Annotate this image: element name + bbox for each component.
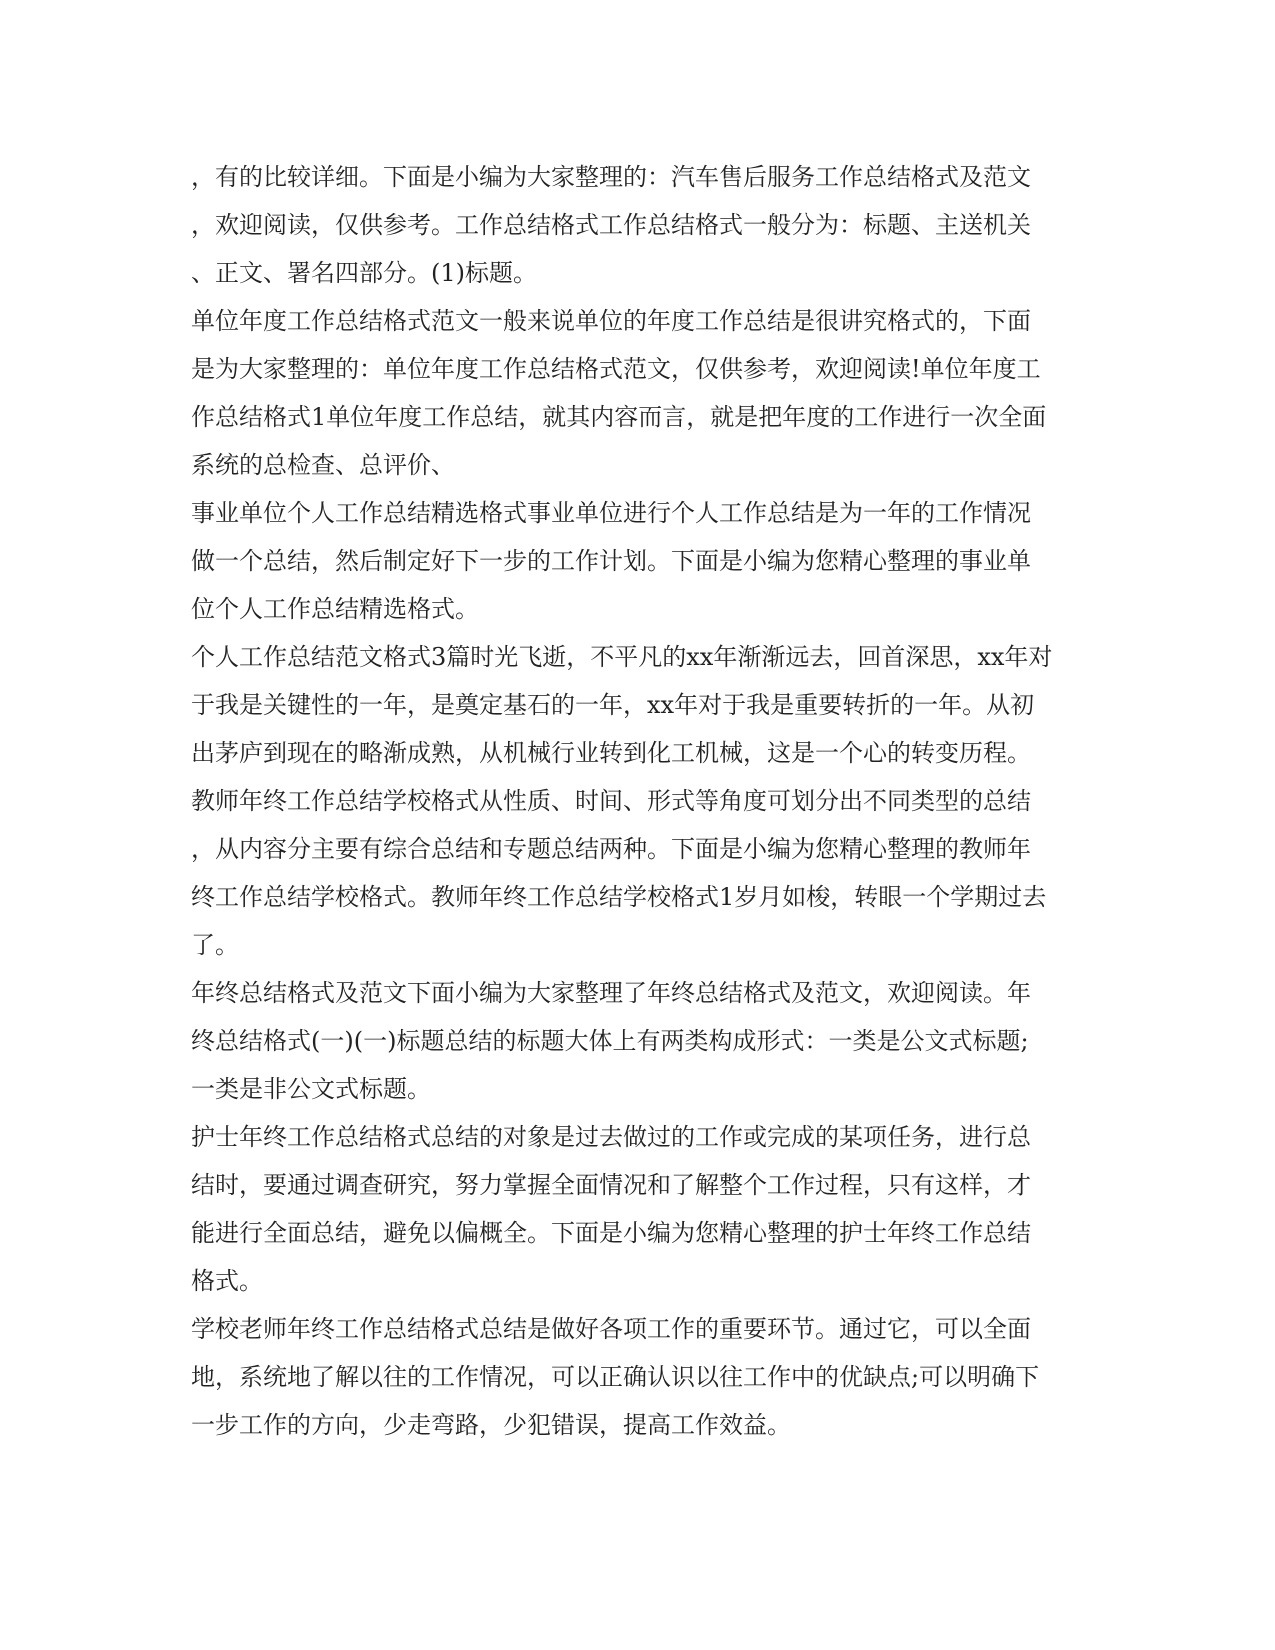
text-line: 事业单位个人工作总结精选格式事业单位进行个人工作总结是为一年的工作情况: [191, 499, 1031, 527]
text-line: 是为大家整理的：单位年度工作总结格式范文，仅供参考，欢迎阅读!单位年度工: [191, 355, 1041, 383]
text-line: 格式。: [191, 1267, 263, 1295]
text-line: 护士年终工作总结格式总结的对象是过去做过的工作或完成的某项任务，进行总: [191, 1123, 1031, 1151]
text-line: ，欢迎阅读，仅供参考。工作总结格式工作总结格式一般分为：标题、主送机关: [191, 211, 1031, 239]
text-line: 做一个总结，然后制定好下一步的工作计划。下面是小编为您精心整理的事业单: [191, 547, 1031, 575]
text-line: 、正文、署名四部分。(1)标题。: [191, 259, 537, 287]
text-line: 作总结格式1单位年度工作总结，就其内容而言，就是把年度的工作进行一次全面: [191, 403, 1047, 431]
text-line: 单位年度工作总结格式范文一般来说单位的年度工作总结是很讲究格式的，下面: [191, 307, 1031, 335]
text-line: 教师年终工作总结学校格式从性质、时间、形式等角度可划分出不同类型的总结: [191, 787, 1031, 815]
text-line: ，从内容分主要有综合总结和专题总结两种。下面是小编为您精心整理的教师年: [191, 835, 1031, 863]
text-line: 地，系统地了解以往的工作情况，可以正确认识以往工作中的优缺点;可以明确下: [191, 1363, 1040, 1391]
text-line: ，有的比较详细。下面是小编为大家整理的：汽车售后服务工作总结格式及范文: [191, 163, 1031, 191]
text-line: 终工作总结学校格式。教师年终工作总结学校格式1岁月如梭，转眼一个学期过去: [191, 883, 1047, 911]
text-line: 系统的总检查、总评价、: [191, 451, 455, 479]
paragraph-school-teacher-summary: [191, 1305, 1071, 1449]
text-line: 能进行全面总结，避免以偏概全。下面是小编为您精心整理的护士年终工作总结: [191, 1219, 1031, 1247]
text-line: 学校老师年终工作总结格式总结是做好各项工作的重要环节。通过它，可以全面: [191, 1315, 1031, 1343]
paragraph-teacher-summary: [191, 777, 1071, 969]
text-line: 位个人工作总结精选格式。: [191, 595, 479, 623]
text-line: 年终总结格式及范文下面小编为大家整理了年终总结格式及范文，欢迎阅读。年: [191, 979, 1031, 1007]
text-line: 终总结格式(一)(一)标题总结的标题大体上有两类构成形式：一类是公文式标题;: [191, 1027, 1029, 1055]
text-line: 结时，要通过调查研究，努力掌握全面情况和了解整个工作过程，只有这样，才: [191, 1171, 1031, 1199]
paragraph-nurse-summary: [191, 1113, 1071, 1305]
paragraph-public-institution-summary: [191, 489, 1071, 633]
text-line: 出茅庐到现在的略渐成熟，从机械行业转到化工机械，这是一个心的转变历程。: [191, 739, 1031, 767]
text-line: 一类是非公文式标题。: [191, 1075, 431, 1103]
paragraph-unit-annual-summary: [191, 297, 1071, 489]
text-line: 了。: [191, 931, 239, 959]
paragraph-after-sales-summary: [191, 153, 1071, 297]
text-line: 一步工作的方向，少走弯路，少犯错误，提高工作效益。: [191, 1411, 791, 1439]
paragraph-personal-summary: [191, 633, 1071, 777]
paragraph-year-end-summary: [191, 969, 1071, 1113]
text-line: 于我是关键性的一年，是奠定基石的一年，xx年对于我是重要转折的一年。从初: [191, 691, 1035, 719]
document-body: [191, 153, 1071, 1449]
text-line: 个人工作总结范文格式3篇时光飞逝，不平凡的xx年渐渐远去，回首深思，xx年对: [191, 643, 1053, 671]
